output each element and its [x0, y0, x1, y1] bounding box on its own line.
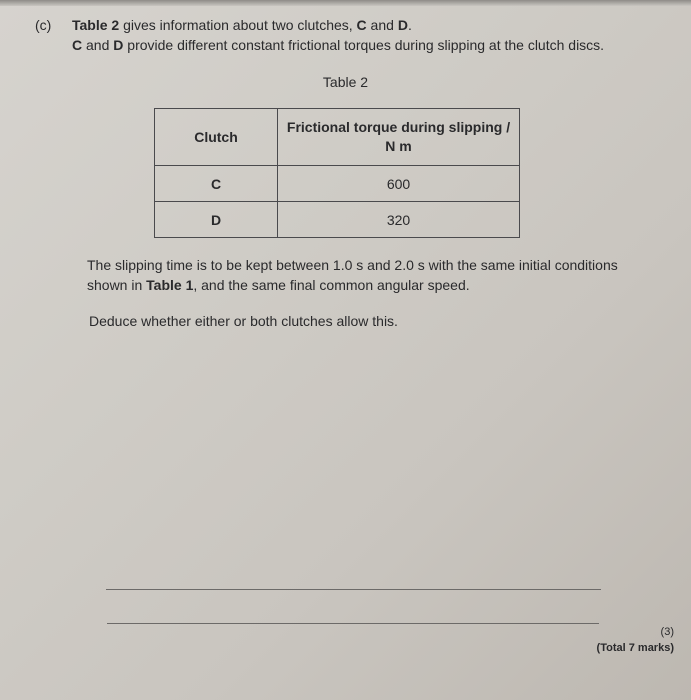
- clutch-cell: D: [155, 202, 278, 238]
- intro-line-2-text-a: and: [82, 37, 114, 53]
- total-marks-open: (Total: [596, 642, 629, 654]
- header-torque-unit: N m: [385, 138, 412, 154]
- table-header-row: [155, 109, 520, 166]
- part-marks: (3): [660, 626, 674, 638]
- answer-line[interactable]: [106, 589, 601, 590]
- table-row: [155, 202, 520, 238]
- torque-cell: 320: [278, 202, 520, 238]
- header-torque-line-1: Frictional torque during slipping /: [286, 119, 511, 135]
- table-caption: Table 2: [322, 74, 369, 90]
- paragraph-1-line-2: [87, 277, 470, 293]
- intro-line-1-bold-a: Table 2: [72, 17, 120, 33]
- paragraph-1-line-2-text-a: shown in: [87, 277, 147, 293]
- intro-line-2-bold-a: C: [72, 37, 83, 53]
- table-row: [155, 166, 520, 202]
- torque-cell: 600: [278, 166, 520, 202]
- header-clutch: Clutch: [155, 109, 278, 166]
- total-marks-close: ): [670, 642, 674, 654]
- intro-line-1-text-a: gives information about two clutches,: [119, 17, 357, 33]
- clutch-table: [154, 108, 520, 238]
- intro-line-1: [72, 17, 412, 33]
- intro-line-1-bold-b: C: [356, 17, 367, 33]
- intro-line-1-bold-c: D: [397, 17, 408, 33]
- page-top-edge: [0, 0, 691, 6]
- total-marks: [597, 642, 674, 654]
- clutch-cell: C: [155, 166, 278, 202]
- paragraph-2: Deduce whether either or both clutches allow this.: [89, 313, 398, 329]
- paragraph-1-line-1: The slipping time is to be kept between 1.0 s and 2.0 s with the same initial conditions: [87, 257, 618, 273]
- question-label: (c): [35, 17, 52, 33]
- intro-line-2-bold-b: D: [113, 37, 124, 53]
- paragraph-1-line-2-text-b: , and the same final common angular speed.: [193, 277, 470, 293]
- answer-line[interactable]: [107, 623, 599, 624]
- intro-line-2-text-b: provide different constant frictional torques during slipping at the clutch discs.: [123, 37, 605, 53]
- header-frictional-torque: [278, 109, 520, 166]
- intro-line-1-text-b: and: [366, 17, 398, 33]
- paragraph-1-line-2-bold: Table 1: [146, 277, 194, 293]
- intro-line-1-text-c: .: [407, 17, 412, 33]
- total-marks-value: 7 marks: [628, 642, 671, 654]
- intro-line-2: [72, 37, 604, 53]
